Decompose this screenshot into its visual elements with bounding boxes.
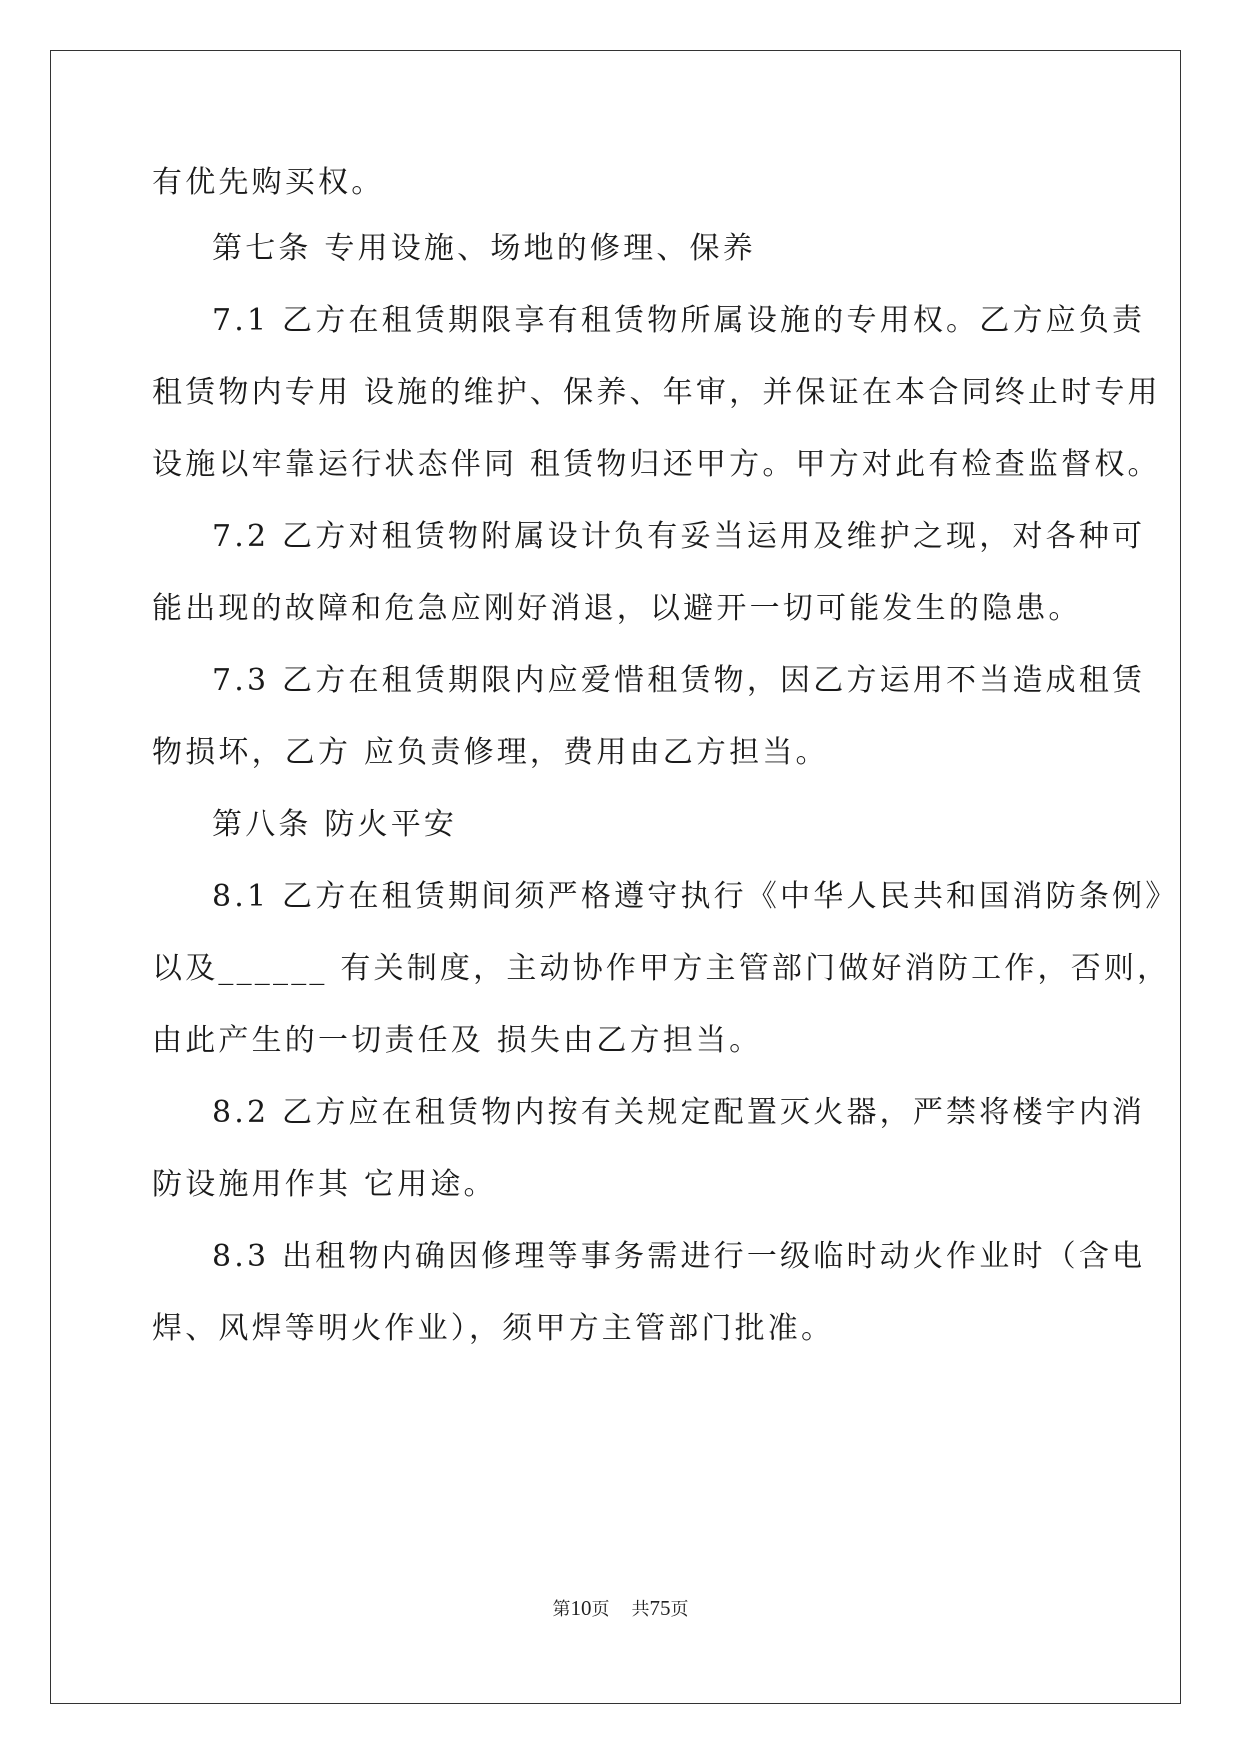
text-line: 防设施用作其 它用途。: [152, 1167, 497, 1202]
text-line: 8.3 出租物内确因修理等事务需进行一级临时动火作业时（含电: [212, 1239, 1146, 1274]
text-line: 7.1 乙方在租赁期限享有租赁物所属设施的专用权。乙方应负责: [212, 303, 1146, 338]
page-prefix: 第: [552, 1599, 571, 1620]
total-pages: 75: [649, 1596, 671, 1620]
text-line: 物损坏，乙方 应负责修理，费用由乙方担当。: [152, 735, 829, 770]
text-line: 8.2 乙方应在租赁物内按有关规定配置灭火器，严禁将楼宇内消: [212, 1095, 1146, 1130]
total-suffix: 页: [670, 1599, 689, 1620]
text-line: 租赁物内专用 设施的维护、保养、年审，并保证在本合同终止时专用: [152, 375, 1161, 410]
text-line: 能出现的故障和危急应刚好消退，以避开一切可能发生的隐患。: [152, 591, 1082, 626]
page-number: 10: [570, 1596, 592, 1620]
text-line: 有优先购买权。: [152, 165, 385, 200]
text-line: 设施以牢靠运行状态伴同 租赁物归还甲方。甲方对此有检查监督权。: [152, 447, 1161, 482]
text-line: 由此产生的一切责任及 损失由乙方担当。: [152, 1023, 763, 1058]
section-heading-8: 第八条 防火平安: [212, 807, 458, 842]
total-prefix: 共: [631, 1599, 650, 1620]
text-line: 8.1 乙方在租赁期间须严格遵守执行《中华人民共和国消防条例》: [212, 879, 1179, 914]
section-heading-7: 第七条 专用设施、场地的修理、保养: [212, 231, 756, 266]
text-line: 焊、风焊等明火作业），须甲方主管部门批准。: [152, 1311, 835, 1346]
text-line: 7.2 乙方对租赁物附属设计负有妥当运用及维护之现，对各种可: [212, 519, 1146, 554]
page-suffix: 页: [591, 1599, 610, 1620]
text-line: 以及______ 有关制度，主动协作甲方主管部门做好消防工作，否则，: [152, 951, 1171, 986]
text-line: 7.3 乙方在租赁期限内应爱惜租赁物，因乙方运用不当造成租赁: [212, 663, 1146, 698]
page-footer: [0, 1595, 1241, 1623]
